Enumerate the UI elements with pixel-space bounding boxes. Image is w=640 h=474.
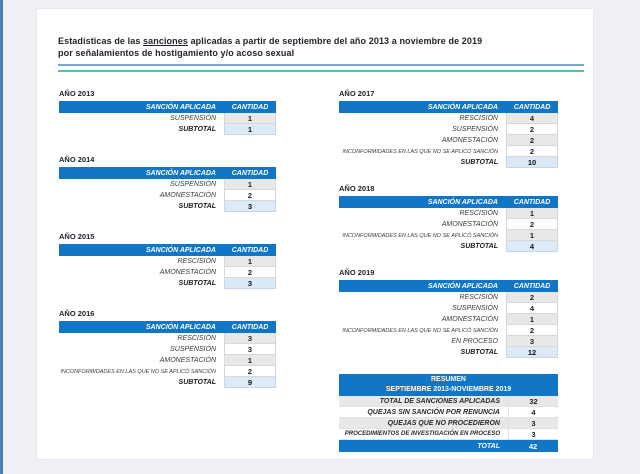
table-row <box>59 355 276 366</box>
subtotal-label: SUBTOTAL <box>59 377 224 388</box>
column-header-sancion: SANCIÓN APLICADA <box>59 244 224 256</box>
sancion-label: AMONESTACIÓN <box>339 219 506 230</box>
table-row <box>339 208 558 219</box>
title-prefix: Estadísticas de las <box>58 36 144 46</box>
cantidad-value: 3 <box>224 344 276 355</box>
table-row <box>59 179 276 190</box>
cantidad-value: 2 <box>506 325 558 336</box>
table-row <box>339 292 558 303</box>
year-block <box>339 184 558 252</box>
cantidad-value: 2 <box>506 124 558 135</box>
subtotal-value: 3 <box>224 278 276 289</box>
cantidad-value: 2 <box>506 146 558 157</box>
table-row <box>339 146 558 157</box>
table-header-row <box>339 101 558 113</box>
table-row <box>59 256 276 267</box>
sanctions-table <box>59 321 276 388</box>
resumen-row-label: TOTAL DE SANCIONES APLICADAS <box>379 397 500 405</box>
subtotal-value: 10 <box>506 157 558 168</box>
page-title <box>58 35 578 59</box>
sancion-label: SUSPENSIÓN <box>339 124 506 135</box>
year-block <box>59 309 276 388</box>
subtotal-label: SUBTOTAL <box>339 241 506 252</box>
table-row <box>339 303 558 314</box>
subtotal-label: SUBTOTAL <box>339 347 506 358</box>
sancion-label: EN PROCESO <box>339 336 506 347</box>
table-header-row <box>59 244 276 256</box>
table-rows <box>59 333 276 377</box>
cantidad-value: 3 <box>506 336 558 347</box>
table-row <box>59 344 276 355</box>
resumen-total-label: TOTAL <box>477 442 500 450</box>
subtotal-row <box>59 201 276 212</box>
year-block <box>339 89 558 168</box>
cantidad-value: 4 <box>506 113 558 124</box>
table-row <box>59 366 276 377</box>
table-rows <box>59 113 276 124</box>
cantidad-value: 4 <box>506 303 558 314</box>
year-heading: AÑO 2015 <box>59 232 95 241</box>
resumen-row <box>339 407 558 418</box>
year-block <box>59 232 276 289</box>
sancion-label: AMONESTACIÓN <box>339 135 506 146</box>
resumen-row-value: 4 <box>508 407 558 417</box>
subtotal-label: SUBTOTAL <box>339 157 506 168</box>
year-heading: AÑO 2013 <box>59 89 95 98</box>
table-header-row <box>59 101 276 113</box>
cantidad-value: 1 <box>224 113 276 124</box>
resumen-title: RESUMEN <box>430 376 466 383</box>
resumen-row-label: QUEJAS QUE NO PROCEDIERON <box>387 419 500 427</box>
table-header-row <box>59 321 276 333</box>
resumen-row <box>339 418 558 429</box>
resumen-subtitle: SEPTIEMBRE 2013-NOVIEMBRE 2019 <box>385 386 512 393</box>
subtotal-row <box>59 278 276 289</box>
sancion-label: SUSPENSIÓN <box>59 113 224 124</box>
column-header-cantidad: CANTIDAD <box>506 280 558 292</box>
column-header-sancion: SANCIÓN APLICADA <box>59 101 224 113</box>
column-header-sancion: SANCIÓN APLICADA <box>59 321 224 333</box>
sancion-label: RESCISIÓN <box>59 333 224 344</box>
subtotal-label: SUBTOTAL <box>59 124 224 135</box>
column-header-sancion: SANCIÓN APLICADA <box>339 280 506 292</box>
document-page <box>36 8 594 460</box>
sancion-label: SUSPENSIÓN <box>339 303 506 314</box>
subtotal-value: 3 <box>224 201 276 212</box>
title-suffix: aplicadas a partir de septiembre del año 2013 a noviembre de 2019 <box>187 36 483 46</box>
right-column <box>339 89 558 452</box>
table-row <box>339 325 558 336</box>
column-header-sancion: SANCIÓN APLICADA <box>339 101 506 113</box>
column-header-sancion: SANCIÓN APLICADA <box>339 196 506 208</box>
table-rows <box>59 179 276 201</box>
table-row <box>59 333 276 344</box>
table-header-row <box>59 167 276 179</box>
table-row <box>59 113 276 124</box>
title-line2: por señalamientos de hostigamiento y/o acoso sexual <box>58 48 295 58</box>
table-row <box>59 267 276 278</box>
sanctions-table <box>59 167 276 212</box>
table-header-row <box>339 280 558 292</box>
year-heading: AÑO 2018 <box>339 184 375 193</box>
cantidad-value: 1 <box>224 355 276 366</box>
column-header-cantidad: CANTIDAD <box>224 244 276 256</box>
sancion-label: INCONFORMIDADES EN LAS QUE NO SE APLICÓ SANCIÓN <box>339 146 506 157</box>
sanctions-table <box>59 101 276 135</box>
table-rows <box>59 256 276 278</box>
cantidad-value: 1 <box>506 208 558 219</box>
resumen-header <box>339 374 558 396</box>
year-tables-right <box>339 89 558 358</box>
subtotal-value: 9 <box>224 377 276 388</box>
year-block <box>339 268 558 358</box>
resumen-row-value: 3 <box>508 429 558 439</box>
sancion-label: RESCISIÓN <box>339 292 506 303</box>
cantidad-value: 1 <box>506 314 558 325</box>
table-row <box>339 113 558 124</box>
sancion-label: AMONESTACIÓN <box>59 190 224 201</box>
table-row <box>339 135 558 146</box>
subtotal-value: 1 <box>224 124 276 135</box>
year-block <box>59 89 276 135</box>
table-row <box>339 314 558 325</box>
sancion-label: INCONFORMIDADES EN LAS QUE NO SE APLICÓ SANCIÓN <box>339 230 506 241</box>
resumen-row-label: QUEJAS SIN SANCIÓN POR RENUNCIA <box>367 408 500 416</box>
divider-rule-blue <box>58 64 584 66</box>
cantidad-value: 1 <box>224 256 276 267</box>
subtotal-value: 4 <box>506 241 558 252</box>
cantidad-value: 2 <box>506 135 558 146</box>
year-heading: AÑO 2016 <box>59 309 95 318</box>
sanctions-table <box>339 101 558 168</box>
column-header-sancion: SANCIÓN APLICADA <box>59 167 224 179</box>
resumen-table <box>339 374 558 452</box>
year-heading: AÑO 2017 <box>339 89 375 98</box>
resumen-total-row <box>339 440 558 452</box>
column-header-cantidad: CANTIDAD <box>506 101 558 113</box>
table-header-row <box>339 196 558 208</box>
cantidad-value: 2 <box>224 366 276 377</box>
sanctions-table <box>339 280 558 358</box>
column-header-cantidad: CANTIDAD <box>506 196 558 208</box>
sancion-label: SUSPENSIÓN <box>59 344 224 355</box>
subtotal-label: SUBTOTAL <box>59 201 224 212</box>
sancion-label: SUSPENSIÓN <box>59 179 224 190</box>
resumen-row-value: 3 <box>508 418 558 428</box>
sanctions-table <box>59 244 276 289</box>
table-row <box>59 190 276 201</box>
subtotal-row <box>339 241 558 252</box>
table-row <box>339 336 558 347</box>
cantidad-value: 2 <box>506 292 558 303</box>
sancion-label: INCONFORMIDADES EN LAS QUE NO SE APLICÓ SANCIÓN <box>59 366 224 377</box>
sancion-label: RESCISIÓN <box>339 113 506 124</box>
subtotal-label: SUBTOTAL <box>59 278 224 289</box>
sancion-label: AMONESTACIÓN <box>59 267 224 278</box>
left-edge-strip <box>0 0 3 474</box>
sancion-label: AMONESTACIÓN <box>59 355 224 366</box>
cantidad-value: 2 <box>224 190 276 201</box>
subtotal-value: 12 <box>506 347 558 358</box>
year-tables-left <box>59 89 276 388</box>
table-row <box>339 124 558 135</box>
column-header-cantidad: CANTIDAD <box>224 101 276 113</box>
cantidad-value: 1 <box>506 230 558 241</box>
title-underlined-word: sanciones <box>143 36 188 46</box>
divider-rule-teal <box>58 70 584 72</box>
sancion-label: INCONFORMIDADES EN LAS QUE NO SE APLICÓ SANCIÓN <box>339 325 506 336</box>
table-rows <box>339 292 558 347</box>
subtotal-row <box>339 347 558 358</box>
table-row <box>339 219 558 230</box>
resumen-row-label: PROCEDIMIENTOS DE INVESTIGACIÓN EN PROCESO <box>344 431 500 437</box>
column-header-cantidad: CANTIDAD <box>224 321 276 333</box>
resumen-row-value: 32 <box>508 396 558 406</box>
cantidad-value: 1 <box>224 179 276 190</box>
cantidad-value: 3 <box>224 333 276 344</box>
cantidad-value: 2 <box>506 219 558 230</box>
table-row <box>339 230 558 241</box>
year-heading: AÑO 2014 <box>59 155 95 164</box>
table-rows <box>339 208 558 241</box>
resumen-rows <box>339 396 558 440</box>
resumen-total-value: 42 <box>528 441 538 451</box>
left-column <box>59 89 276 408</box>
table-rows <box>339 113 558 157</box>
year-block <box>59 155 276 212</box>
subtotal-row <box>59 124 276 135</box>
column-header-cantidad: CANTIDAD <box>224 167 276 179</box>
sancion-label: RESCISIÓN <box>59 256 224 267</box>
subtotal-row <box>339 157 558 168</box>
resumen-row <box>339 396 558 407</box>
cantidad-value: 2 <box>224 267 276 278</box>
subtotal-row <box>59 377 276 388</box>
year-heading: AÑO 2019 <box>339 268 375 277</box>
sancion-label: AMONESTACIÓN <box>339 314 506 325</box>
sancion-label: RESCISIÓN <box>339 208 506 219</box>
resumen-row <box>339 429 558 440</box>
sanctions-table <box>339 196 558 252</box>
